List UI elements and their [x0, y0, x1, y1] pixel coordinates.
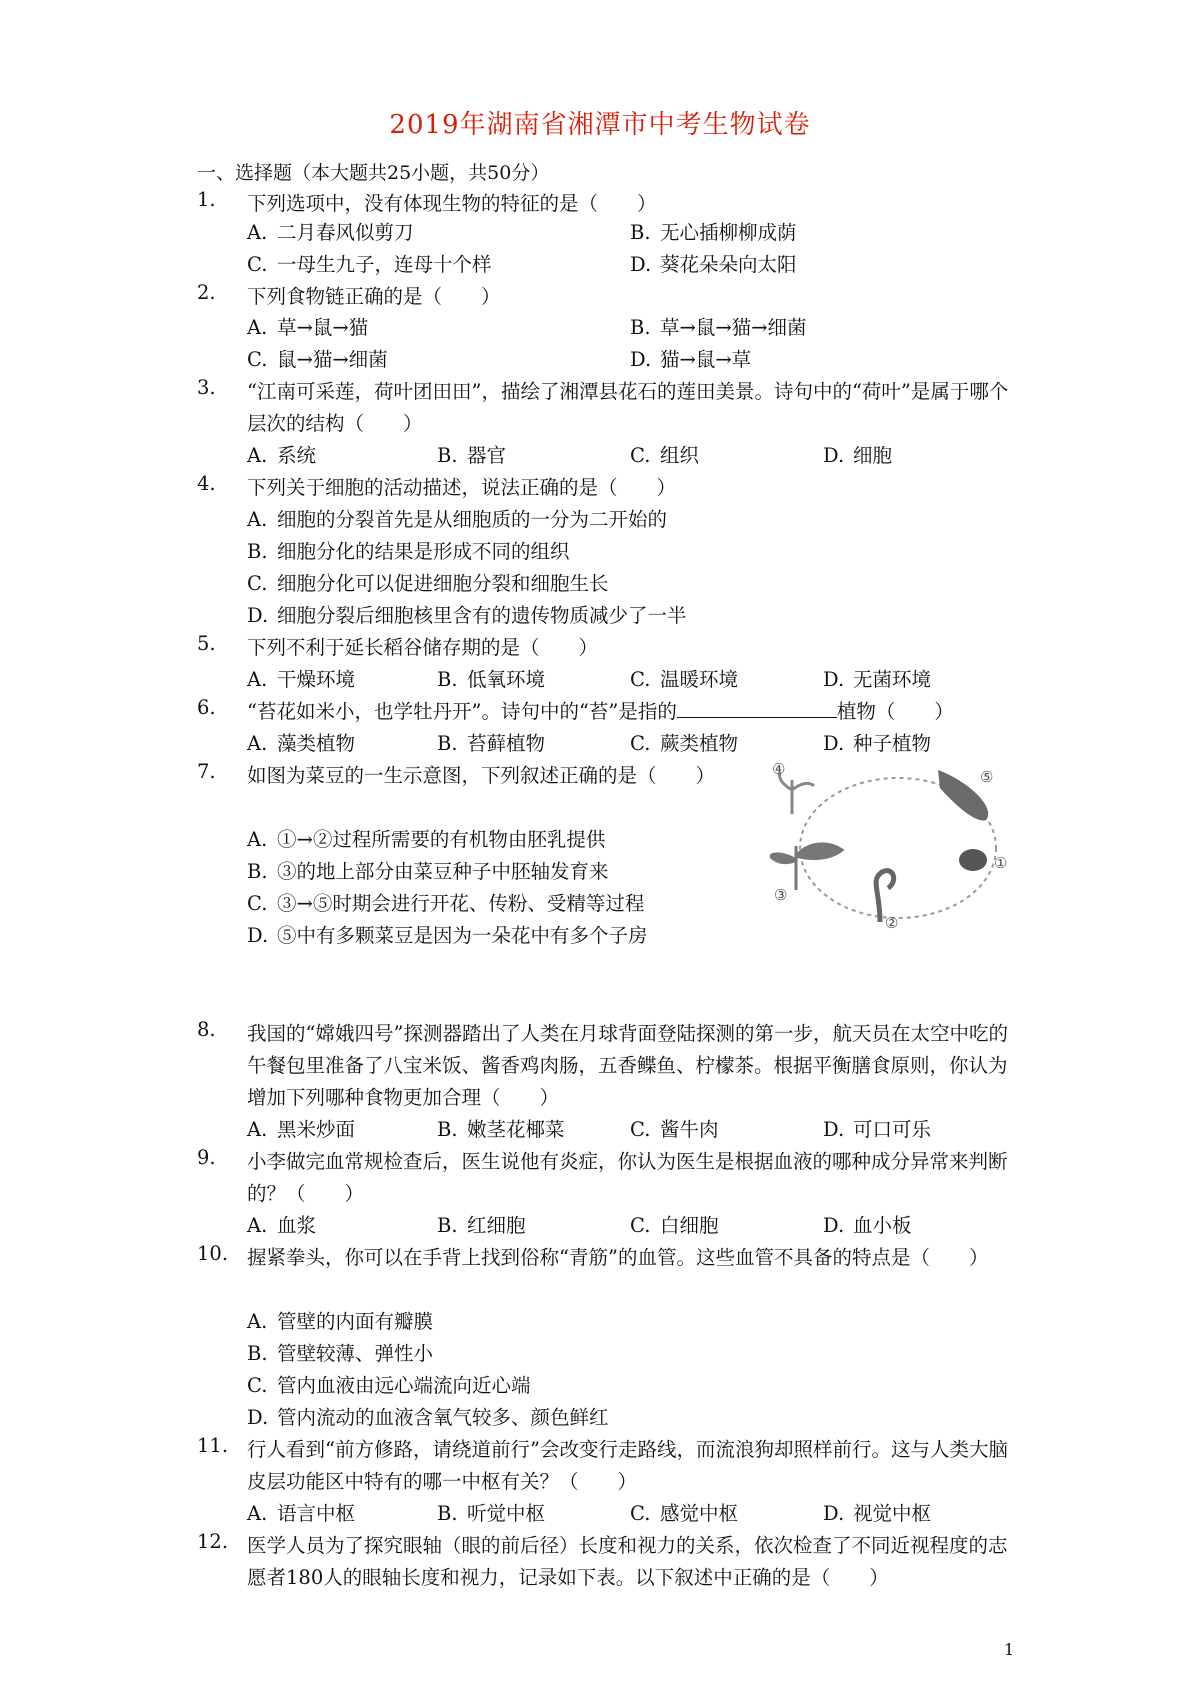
option	[437, 728, 545, 756]
option	[823, 664, 931, 692]
option-text: 细胞的分裂首先是从细胞质的一分为二开始的	[277, 508, 668, 531]
option-letter: A.	[247, 221, 268, 244]
option-text: 语言中枢	[277, 1502, 356, 1525]
option	[247, 728, 355, 756]
option	[247, 600, 687, 628]
question-stem: 下列不利于延长稻谷储存期的是（ ）	[247, 636, 599, 659]
option-text: 可口可乐	[853, 1118, 932, 1141]
option-text: 血浆	[277, 1214, 317, 1237]
option-text: 细胞分化可以促进细胞分裂和细胞生长	[277, 572, 609, 595]
option-letter: C.	[630, 1214, 651, 1237]
question-number: 2.	[197, 281, 216, 304]
option-letter: B.	[630, 221, 651, 244]
option-text: 管内血液由远心端流向近心端	[277, 1374, 531, 1397]
option	[247, 920, 648, 948]
option-text: 管壁较薄、弹性小	[277, 1342, 434, 1365]
question-stem: 下列选项中，没有体现生物的特征的是（ ）	[247, 192, 657, 215]
page-title: 2019年湖南省湘潭市中考生物试卷	[389, 110, 811, 140]
question-stem: 下列食物链正确的是（ ）	[247, 285, 501, 308]
option-letter: D.	[823, 444, 845, 467]
option-text: 鼠→猫→细菌	[277, 348, 388, 371]
option-text: 草→鼠→猫	[277, 316, 369, 339]
option-text: 温暖环境	[660, 668, 739, 691]
option-letter: C.	[247, 892, 268, 915]
flowering-plant-icon	[780, 772, 815, 814]
option-letter: D.	[823, 1502, 845, 1525]
question-number: 10.	[197, 1242, 229, 1265]
option	[247, 1370, 531, 1398]
option-text: 组织	[660, 444, 700, 467]
option	[247, 1338, 433, 1366]
option	[823, 728, 931, 756]
option-text: 猫→鼠→草	[660, 348, 752, 371]
question-number: 3.	[197, 376, 216, 399]
option-letter: A.	[247, 1310, 268, 1333]
option-text: 嫩茎花椰菜	[467, 1118, 565, 1141]
option-letter: C.	[630, 444, 651, 467]
option-letter: D.	[247, 924, 269, 947]
option-text: ⑤中有多颗菜豆是因为一朵花中有多个子房	[277, 924, 648, 947]
option-text: ①→②过程所需要的有机物由胚乳提供	[277, 828, 606, 851]
question-number: 9.	[197, 1146, 216, 1169]
option	[437, 440, 506, 468]
option-letter: A.	[247, 508, 268, 531]
page-number: 1	[1004, 1640, 1015, 1659]
option	[630, 664, 738, 692]
option-text: 蕨类植物	[660, 732, 739, 755]
option	[247, 344, 388, 372]
option-letter: C.	[247, 348, 268, 371]
question-number: 5.	[197, 632, 216, 655]
question-stem: 我国的“嫦娥四号”探测器踏出了人类在月球背面登陆探测的第一步，航天员在太空中吃的午餐包里准备了八宝米饭、酱香鸡肉肠，五香鲽鱼、柠檬茶。根据平衡膳食原则，你认为增加下列哪种食物更加合理（ ）	[247, 1022, 1008, 1109]
option-text: 管壁的内面有瓣膜	[277, 1310, 434, 1333]
option-letter: D.	[247, 1406, 269, 1429]
question-number: 11.	[197, 1434, 229, 1457]
option	[437, 1114, 565, 1142]
option-letter: B.	[630, 316, 651, 339]
option	[247, 856, 609, 884]
option-text: ③→⑤时期会进行开花、传粉、受精等过程	[277, 892, 645, 915]
option-letter: B.	[247, 860, 268, 883]
option	[823, 1210, 912, 1238]
figure-label: ③	[774, 886, 788, 904]
question-number: 7.	[197, 760, 216, 783]
option	[247, 504, 667, 532]
option-text: 种子植物	[853, 732, 932, 755]
bean-life-cycle-figure	[770, 760, 1020, 930]
option	[630, 1114, 719, 1142]
option-text: 视觉中枢	[853, 1502, 932, 1525]
option-letter: B.	[247, 1342, 268, 1365]
option-letter: D.	[823, 1118, 845, 1141]
option-letter: B.	[247, 540, 268, 563]
fill-blank	[677, 701, 837, 718]
option-letter: C.	[247, 1374, 268, 1397]
option-letter: B.	[437, 1502, 458, 1525]
option-text: 感觉中枢	[660, 1502, 739, 1525]
option-letter: C.	[630, 732, 651, 755]
option-letter: A.	[247, 668, 268, 691]
question-number: 6.	[197, 696, 216, 719]
option-text: 细胞	[853, 444, 893, 467]
option-letter: C.	[630, 1118, 651, 1141]
figure-label: ④	[772, 760, 786, 778]
option	[630, 1498, 738, 1526]
option	[247, 888, 644, 916]
option-letter: D.	[247, 604, 269, 627]
option	[630, 344, 751, 372]
option-text: 草→鼠→猫→细菌	[660, 316, 807, 339]
option-letter: A.	[247, 1118, 268, 1141]
figure-label: ②	[885, 914, 899, 930]
option-text: 藻类植物	[277, 732, 356, 755]
option-text: 葵花朵朵向太阳	[660, 253, 797, 276]
option-text: 低氧环境	[467, 668, 546, 691]
option	[437, 1210, 526, 1238]
option-letter: D.	[823, 732, 845, 755]
option	[247, 249, 492, 277]
figure-label: ①	[994, 854, 1008, 872]
option-text: 无菌环境	[853, 668, 932, 691]
option-letter: B.	[437, 444, 458, 467]
option	[247, 568, 609, 596]
option-letter: A.	[247, 732, 268, 755]
option-letter: B.	[437, 732, 458, 755]
option	[247, 1306, 433, 1334]
section-heading: 一、选择题（本大题共25小题，共50分）	[197, 162, 550, 184]
option	[630, 249, 797, 277]
option-text: 二月春风似剪刀	[277, 221, 414, 244]
option	[247, 1498, 355, 1526]
option	[437, 1498, 545, 1526]
option-text: 白细胞	[660, 1214, 719, 1237]
option	[247, 217, 414, 245]
option-text: 器官	[467, 444, 507, 467]
option-text: ③的地上部分由菜豆种子中胚轴发育来	[277, 860, 609, 883]
option	[247, 440, 316, 468]
option-text: 一母生九子，连母十个样	[277, 253, 492, 276]
option-letter: B.	[437, 1214, 458, 1237]
question-stem: 下列关于细胞的活动描述，说法正确的是（ ）	[247, 476, 677, 499]
option-letter: C.	[247, 253, 268, 276]
question-stem: 如图为菜豆的一生示意图，下列叙述正确的是（ ）	[247, 764, 716, 787]
option-letter: D.	[823, 668, 845, 691]
option	[247, 1114, 355, 1142]
option-letter: A.	[247, 1214, 268, 1237]
option-text: 红细胞	[467, 1214, 526, 1237]
option-text: 细胞分化的结果是形成不同的组织	[277, 540, 570, 563]
option-text: 黑米炒面	[277, 1118, 356, 1141]
option	[630, 217, 797, 245]
option	[630, 728, 738, 756]
option	[247, 312, 368, 340]
option-letter: C.	[630, 668, 651, 691]
question-stem: “江南可采莲，荷叶团田田”，描绘了湘潭县花石的莲田美景。诗句中的“荷叶”是属于哪个层次的结构（ ）	[247, 380, 1009, 435]
question-number: 8.	[197, 1018, 216, 1041]
stem-part: 植物（ ）	[836, 700, 954, 723]
option	[630, 1210, 719, 1238]
option	[247, 536, 570, 564]
question-stem: 医学人员为了探究眼轴（眼的前后径）长度和视力的关系，依次检查了不同近视程度的志愿者180人的眼轴长度和视力，记录如下表。以下叙述中正确的是（ ）	[247, 1534, 1008, 1589]
question-stem: 小李做完血常规检查后，医生说他有炎症，你认为医生是根据血液的哪种成分异常来判断的？（ ）	[247, 1150, 1008, 1205]
option	[823, 1498, 931, 1526]
option-letter: A.	[247, 828, 268, 851]
option	[247, 1210, 316, 1238]
question-number: 1.	[197, 188, 216, 211]
option	[630, 312, 807, 340]
option	[437, 664, 545, 692]
option-text: 血小板	[853, 1214, 912, 1237]
option-letter: D.	[630, 253, 652, 276]
option-text: 无心插柳柳成荫	[660, 221, 797, 244]
option-text: 管内流动的血液含氧气较多、颜色鲜红	[277, 1406, 609, 1429]
option-letter: A.	[247, 444, 268, 467]
option-text: 酱牛肉	[660, 1118, 719, 1141]
option-letter: D.	[630, 348, 652, 371]
option-letter: A.	[247, 1502, 268, 1525]
option-letter: D.	[823, 1214, 845, 1237]
option-letter: C.	[630, 1502, 651, 1525]
option-text: 干燥环境	[277, 668, 356, 691]
question-number: 4.	[197, 472, 216, 495]
question-stem: 行人看到“前方修路，请绕道前行”会改变行走路线，而流浪狗却照样前行。这与人类大脑皮层功能区中特有的哪一中枢有关？（ ）	[247, 1438, 1008, 1493]
option-letter: A.	[247, 316, 268, 339]
figure-label: ⑤	[980, 768, 994, 786]
question-stem: 握紧拳头，你可以在手背上找到俗称“青筋”的血管。这些血管不具备的特点是（ ）	[247, 1246, 989, 1269]
question-number: 12.	[197, 1530, 229, 1553]
young-plant-icon	[770, 844, 842, 890]
option-letter: B.	[437, 1118, 458, 1141]
stem-part: “苔花如米小，也学牡丹开”。诗句中的“苔”是指的	[247, 700, 677, 723]
option-letter: C.	[247, 572, 268, 595]
option	[247, 1402, 609, 1430]
option	[630, 440, 699, 468]
option-text: 细胞分裂后细胞核里含有的遗传物质减少了一半	[277, 604, 687, 627]
option-text: 系统	[277, 444, 317, 467]
option	[823, 440, 892, 468]
option-letter: B.	[437, 668, 458, 691]
option	[247, 824, 605, 852]
option	[823, 1114, 931, 1142]
question-stem	[247, 696, 1017, 728]
option-text: 苔藓植物	[467, 732, 546, 755]
option	[247, 664, 355, 692]
bean-seed-icon	[959, 849, 987, 871]
option-text: 听觉中枢	[467, 1502, 546, 1525]
